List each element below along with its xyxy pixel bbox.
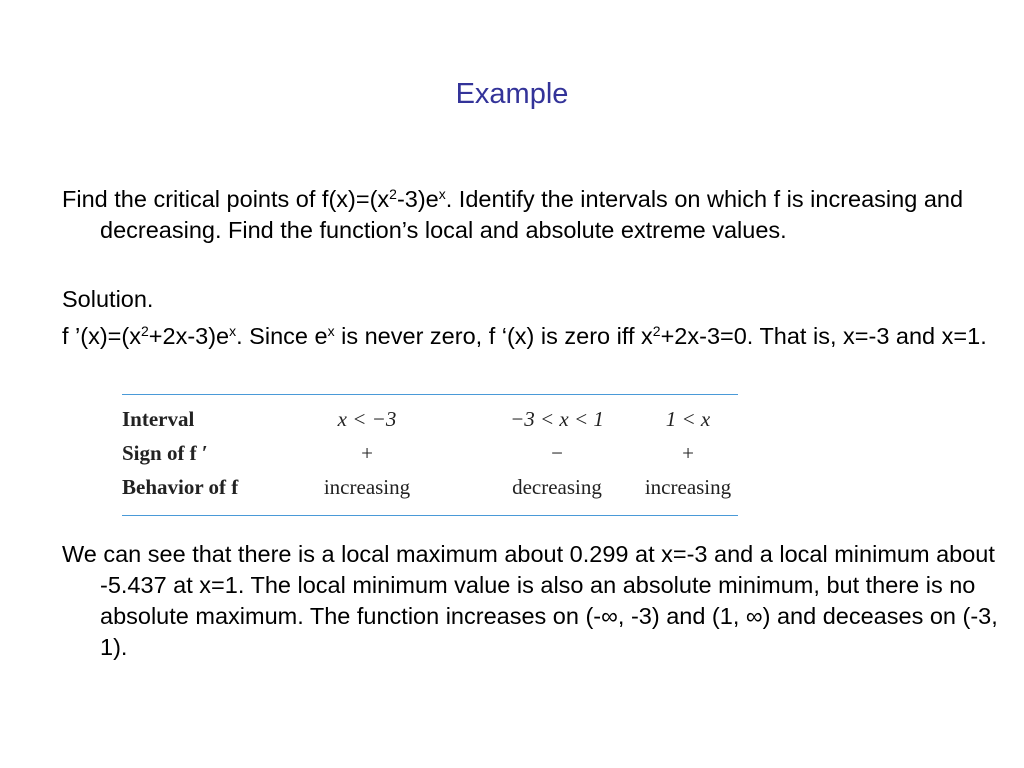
behavior-cell-2: decreasing xyxy=(512,475,602,499)
row-header-sign: Sign of f ′ xyxy=(122,441,208,465)
problem-text-2: -3)e xyxy=(396,186,439,212)
interval-cell-1: x < −3 xyxy=(337,407,397,431)
behavior-cell-1: increasing xyxy=(323,475,411,499)
derivative-exponent-2: x xyxy=(229,323,237,339)
derivative-exponent-3: x xyxy=(327,323,335,339)
derivative-exponent-1: 2 xyxy=(140,323,149,339)
conclusion-paragraph: We can see that there is a local maximum about 0.299 at x=-3 and a local minimum about -5.437 at x=1. The local minimum value is also an absolute minimum, but there is no absolute maximum. The function increases on (-∞, -3) and (1, ∞) and deceases on (-3, 1). xyxy=(62,541,998,660)
problem-text-3: . Identify the intervals on which f is increasing and decreasing. Find the function’s local and absolute extreme values. xyxy=(100,186,964,243)
row-header-interval: Interval xyxy=(122,407,195,431)
table-row-interval xyxy=(122,407,738,437)
derivative-statement xyxy=(62,321,1010,352)
slide-title: Example xyxy=(455,78,569,110)
derivative-text-1: f ’(x)=(x xyxy=(62,323,141,349)
sign-cell-3: + xyxy=(682,441,694,465)
table-row-behavior xyxy=(122,475,738,505)
solution-label: Solution. xyxy=(62,286,154,312)
problem-exponent-2: 2 xyxy=(389,186,397,202)
derivative-text-3: . Since e xyxy=(236,323,328,349)
sign-cell-1: + xyxy=(361,441,373,465)
table-row-sign xyxy=(122,441,738,471)
interval-cell-3: 1 < x xyxy=(665,407,711,431)
derivative-exponent-4: 2 xyxy=(652,323,661,339)
derivative-text-5: +2x-3=0. That is, x=-3 and x=1. xyxy=(660,323,987,349)
behavior-cell-3: increasing xyxy=(644,475,732,499)
derivative-text-2: +2x-3)e xyxy=(148,323,230,349)
problem-text-1: Find the critical points of f(x)=(x xyxy=(62,186,390,212)
problem-exponent-x: x xyxy=(438,186,446,202)
row-header-behavior: Behavior of f xyxy=(122,475,239,499)
sign-cell-2: − xyxy=(551,441,563,465)
problem-statement xyxy=(62,184,1010,246)
interval-cell-2: −3 < x < 1 xyxy=(510,407,604,431)
sign-chart-table xyxy=(122,394,738,516)
derivative-text-4: is never zero, f ‘(x) is zero iff x xyxy=(334,323,653,349)
